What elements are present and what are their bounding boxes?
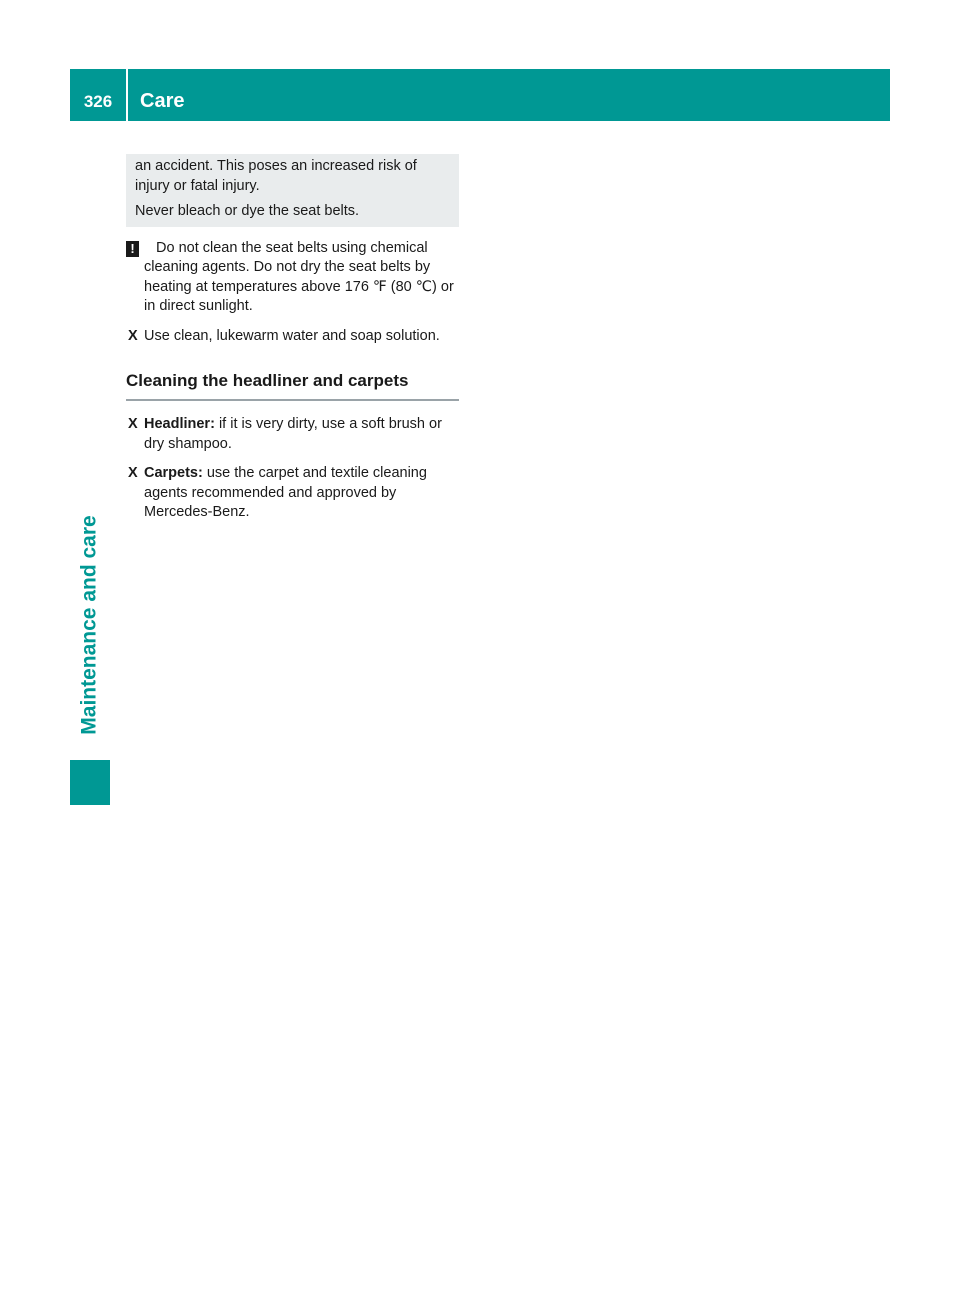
step-label: Carpets: (144, 465, 203, 481)
page-content (126, 154, 459, 523)
page-number: 326 (83, 92, 113, 111)
note-item (126, 239, 459, 317)
side-tab (70, 500, 110, 750)
list-item (126, 464, 459, 523)
step-arrow-icon: X (128, 465, 138, 481)
warning-text: Never bleach or dye the seat belts. (135, 203, 360, 219)
section-heading: Cleaning the headliner and carpets (126, 370, 459, 401)
step-arrow-icon: X (128, 327, 138, 344)
note-text-first: Do not clean the seat belts using chemical (156, 239, 428, 256)
warning-box (126, 154, 459, 227)
list-item (126, 327, 459, 347)
step-text: use the carpet and textile cleaning agents recommended and approved by Mercedes-Benz. (144, 465, 427, 520)
step-text: if it is very dirty, use a soft brush or dry shampoo. (144, 416, 442, 452)
note-text: cleaning agents. Do not dry the seat belts by heating at temperatures above 176 ℉ (80 ℃) or in direct sunlight. (144, 259, 454, 314)
header-bar (70, 69, 890, 121)
side-tab-marker (70, 760, 110, 805)
step-text: Use clean, lukewarm water and soap solution. (144, 327, 440, 344)
header-divider (126, 69, 128, 121)
section-title: Care (140, 90, 185, 112)
note-icon: ! (126, 241, 139, 257)
warning-text: an accident. This poses an increased risk of injury or fatal injury. (135, 158, 417, 194)
step-label: Headliner: (144, 416, 215, 432)
side-tab-label: Maintenance and care (78, 515, 102, 735)
step-arrow-icon: X (128, 416, 138, 432)
list-item (126, 415, 459, 454)
